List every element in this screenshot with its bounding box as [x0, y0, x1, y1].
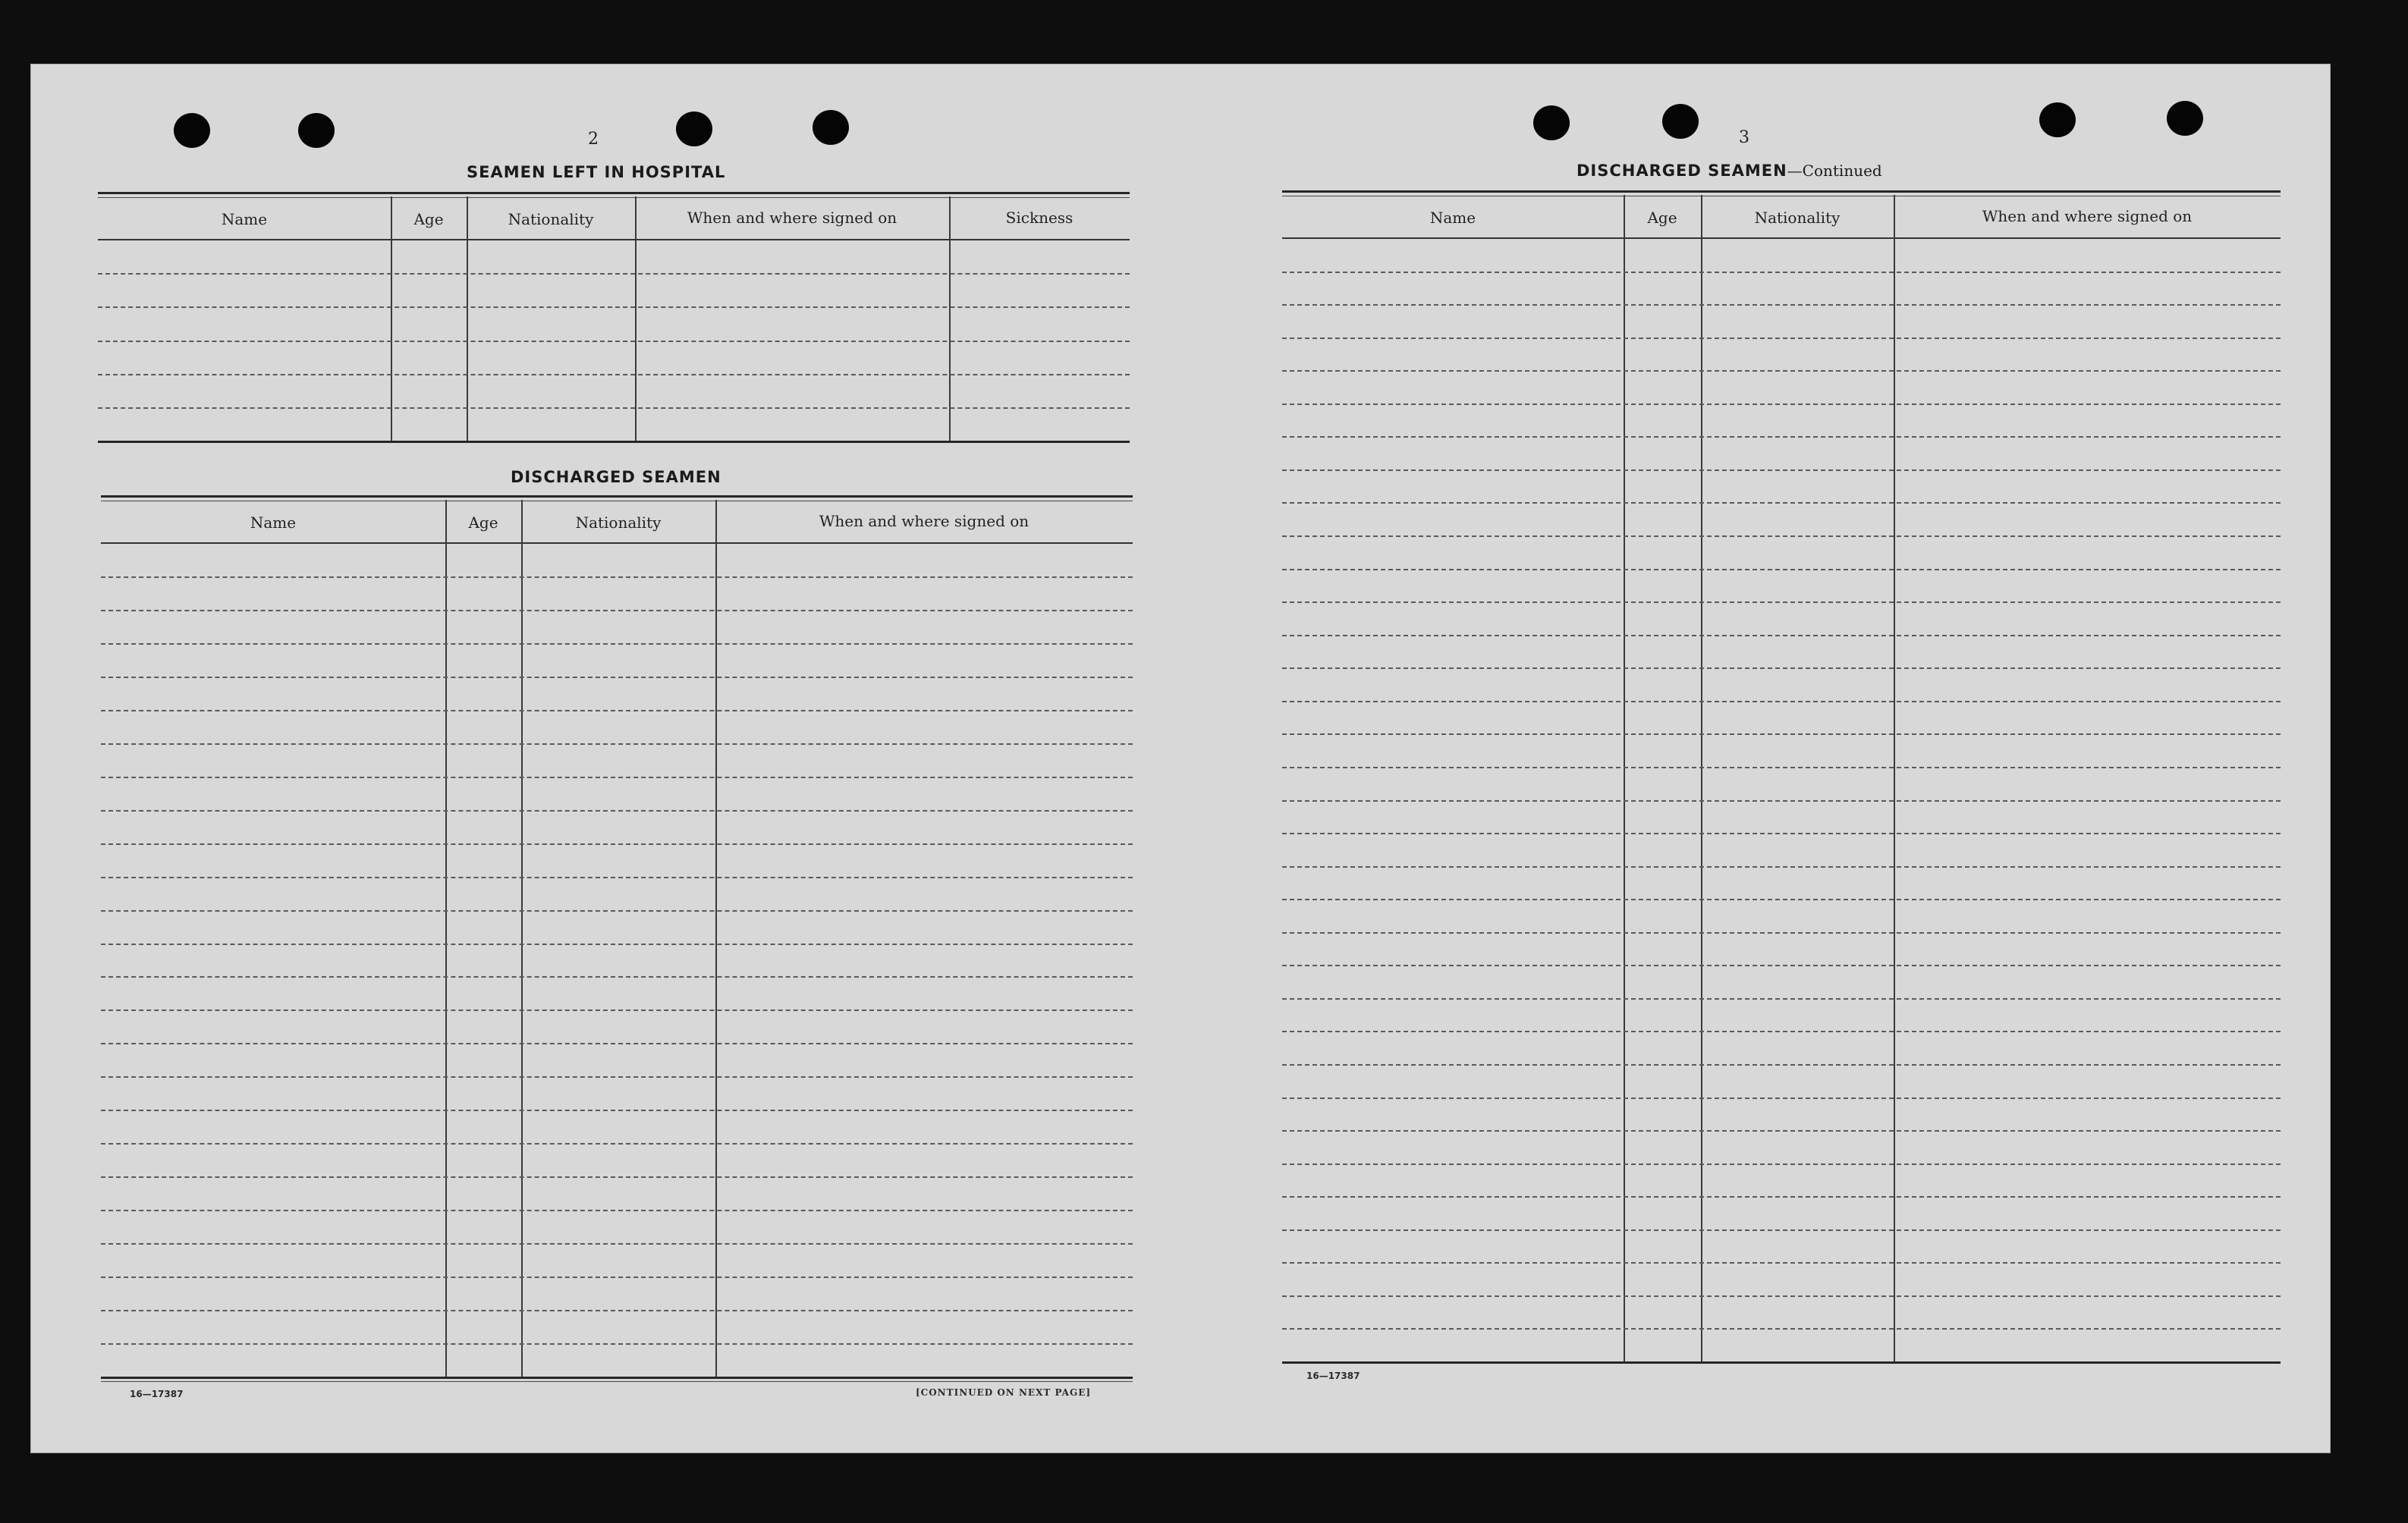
table-row — [1282, 1295, 2281, 1297]
table-row — [101, 643, 1133, 645]
table-row — [98, 273, 1130, 275]
table-row — [101, 910, 1133, 912]
table-row — [1282, 1262, 2281, 1264]
table-row — [101, 976, 1133, 978]
table-row — [101, 1276, 1133, 1278]
col-header-name: Name — [221, 210, 268, 228]
form-number: 16—17387 — [130, 1389, 184, 1399]
table-row — [101, 677, 1133, 678]
col-header-signed-on: When and where signed on — [1982, 207, 2193, 225]
table-row — [101, 1043, 1133, 1044]
table-row — [1282, 701, 2281, 702]
table-row — [1282, 1163, 2281, 1165]
table-row — [1282, 1064, 2281, 1066]
table-row — [1282, 899, 2281, 900]
continued-note: [CONTINUED ON NEXT PAGE] — [916, 1387, 1092, 1398]
table-row — [1282, 833, 2281, 834]
page-number: 2 — [588, 130, 599, 149]
table-row — [1282, 635, 2281, 636]
form-number: 16—17387 — [1306, 1371, 1360, 1381]
table-row — [1282, 1229, 2281, 1231]
table-row — [101, 843, 1133, 845]
col-header-name: Name — [250, 513, 297, 532]
discharged-table — [101, 495, 1133, 1384]
table-row — [98, 374, 1130, 375]
col-header-nationality: Nationality — [575, 513, 662, 532]
right-page — [1180, 64, 2330, 1452]
table-row — [98, 341, 1130, 342]
col-header-signed-on: When and where signed on — [819, 512, 1030, 530]
table-row — [101, 610, 1133, 611]
table-row — [1282, 733, 2281, 735]
table-row — [101, 1010, 1133, 1011]
table-row — [101, 743, 1133, 745]
discharged-continued-table — [1282, 190, 2281, 1366]
table-row — [1282, 1130, 2281, 1132]
table-row — [101, 1243, 1133, 1245]
table-row — [1282, 601, 2281, 603]
table-row — [1282, 667, 2281, 669]
left-page — [31, 64, 1180, 1452]
table-row — [101, 810, 1133, 812]
col-header-name: Name — [1429, 209, 1476, 227]
col-header-nationality: Nationality — [508, 210, 594, 228]
col-header-signed-on: When and where signed on — [687, 209, 897, 227]
table-row — [101, 777, 1133, 778]
discharged-continued-title-main: DISCHARGED SEAMEN — [1577, 162, 1787, 180]
form-sheet — [30, 64, 2331, 1453]
table-row — [1282, 569, 2281, 570]
table-row — [1282, 1196, 2281, 1198]
discharged-continued-title-suffix: —Continued — [1787, 162, 1882, 180]
table-row — [1282, 338, 2281, 339]
col-header-nationality: Nationality — [1754, 209, 1841, 227]
hospital-section-title: SEAMEN LEFT IN HOSPITAL — [467, 163, 726, 181]
table-row — [101, 1143, 1133, 1145]
table-row — [1282, 998, 2281, 1000]
table-row — [1282, 800, 2281, 802]
table-row — [1282, 767, 2281, 768]
discharged-section-title: DISCHARGED SEAMEN — [511, 468, 721, 486]
table-row — [1282, 866, 2281, 868]
table-row — [101, 1310, 1133, 1311]
page-number: 3 — [1739, 128, 1749, 147]
col-header-age: Age — [1647, 209, 1677, 227]
table-row — [101, 1343, 1133, 1345]
table-row — [101, 1210, 1133, 1211]
table-row — [1282, 535, 2281, 537]
discharged-continued-title — [1577, 162, 1882, 180]
table-row — [1282, 404, 2281, 405]
table-row — [101, 576, 1133, 578]
table-row — [1282, 469, 2281, 471]
table-row — [1282, 370, 2281, 372]
table-row — [1282, 965, 2281, 966]
table-row — [1282, 1031, 2281, 1032]
table-row — [98, 306, 1130, 308]
table-row — [1282, 304, 2281, 306]
hospital-table — [98, 192, 1130, 444]
table-row — [101, 1076, 1133, 1078]
table-row — [101, 1176, 1133, 1178]
table-row — [101, 877, 1133, 878]
table-row — [101, 710, 1133, 711]
table-row — [101, 1110, 1133, 1111]
col-header-age: Age — [413, 210, 444, 228]
table-row — [1282, 272, 2281, 273]
table-row — [1282, 1328, 2281, 1330]
table-row — [1282, 1098, 2281, 1099]
col-header-sickness: Sickness — [1005, 209, 1074, 227]
table-row — [98, 407, 1130, 409]
table-row — [1282, 932, 2281, 934]
table-row — [1282, 436, 2281, 438]
col-header-age: Age — [468, 513, 498, 532]
table-row — [101, 944, 1133, 945]
table-row — [1282, 502, 2281, 504]
